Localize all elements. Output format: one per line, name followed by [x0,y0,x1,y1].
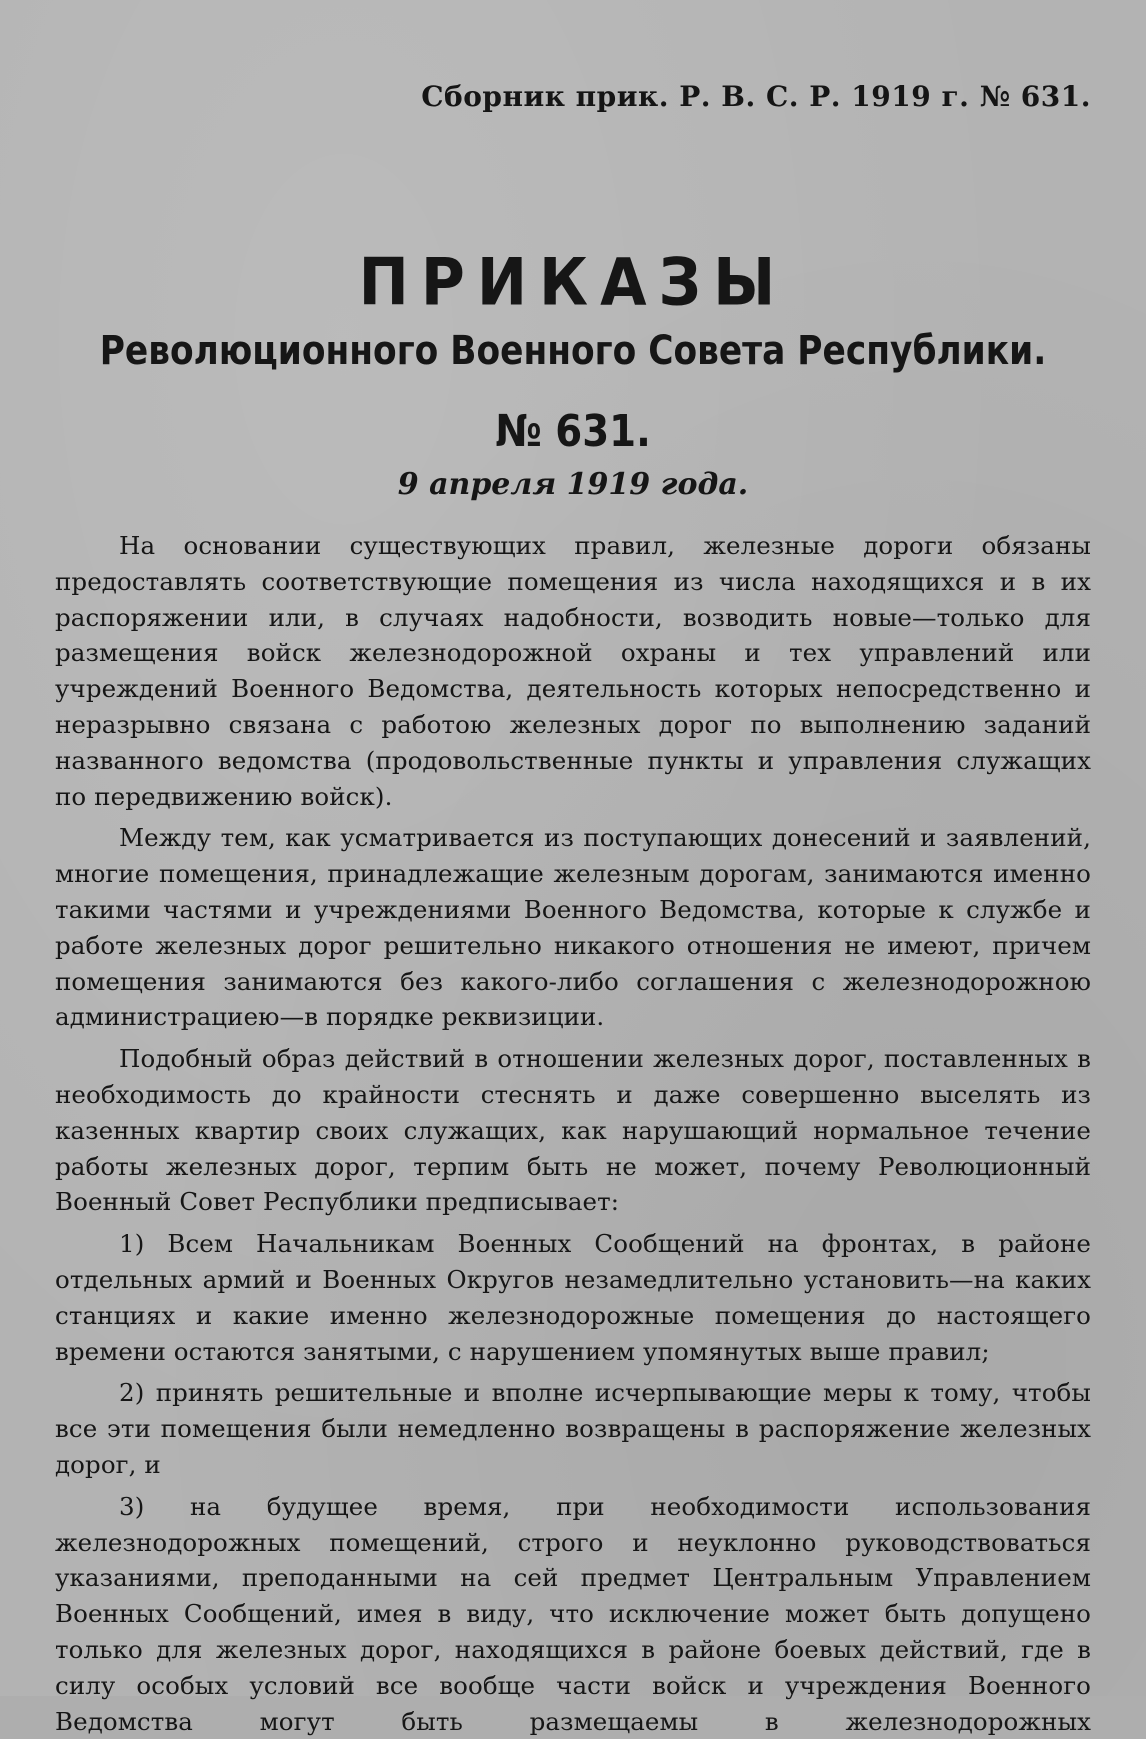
order-date: 9 апреля 1919 года. [397,467,749,502]
paragraph-item-3: 3) на будущее время, при необходимости использования железнодорожных помещений, строго и неуклонно руководствоваться указаниями, преподанными на сей предмет Центральным Управлением Военных Сообщений, имея в виду, что исключение может быть допущено только для железных дорог, находящихся в районе боевых действий, где в силу особых условий все вообще части войск и учреждения Военного Ведомства могут быть размещаемы в железнодорожных [55,1491,1091,1736]
paragraph-2: Между тем, как усматривается из поступающих донесений и заявлений, многие помещения, принадлежащие железным дорогам, занимаются именно такими частями и учреждениями Военного Ведомства, которые к службе и работе железных дорог решительно никакого отношения не имеют, причем помещения занимаются без какого-либо соглашения с железнодорожною администрациею—в порядке реквизиции. [55,823,1091,1032]
collection-reference: Сборник прик. Р. В. С. Р. 1919 г. № 631. [421,80,1091,113]
paragraph-item-2: 2) принять решительные и вполне исчерпывающие меры к тому, чтобы все эти помещения были немедленно возвращены в распоряжение железных дорог, и [55,1378,1091,1479]
document-subtitle: Революционного Военного Совета Республики. [99,328,1047,374]
paragraph-item-1: 1) Всем Начальникам Военных Сообщений на фронтах, в районе отдельных армий и Военных Округов незамедлительно установить—на каких станциях и какие именно железнодорожные помещения до настоящего времени остаются занятыми, с нарушением упомянутых выше правил; [55,1229,1091,1366]
paragraph-1: На основании существующих правил, железные дороги обязаны предоставлять соответствующие помещения из числа находящихся и в их распоряжении или, в случаях надобности, возводить новые—только для размещения войск железнодорожной охраны и тех управлений или учреждений Военного Ведомства, деятельность которых непосредственно и неразрывно связана с работою железных дорог по выполнению заданий названного ведомства (продовольственные пункты и управления служащих по передвижению войск). [55,531,1091,811]
order-number: № 631. [495,406,651,457]
paragraph-3: Подобный образ действий в отношении железных дорог, поставленных в необходимость до крайности стеснять и даже совершенно выселять из казенных квартир своих служащих, как нарушающий нормальное течение работы железных дорог, терпим быть не может, почему Революционный Военный Совет Республики предписывает: [55,1044,1091,1217]
document-body [55,528,1091,1739]
document-title: ПРИКАЗЫ [358,245,788,321]
